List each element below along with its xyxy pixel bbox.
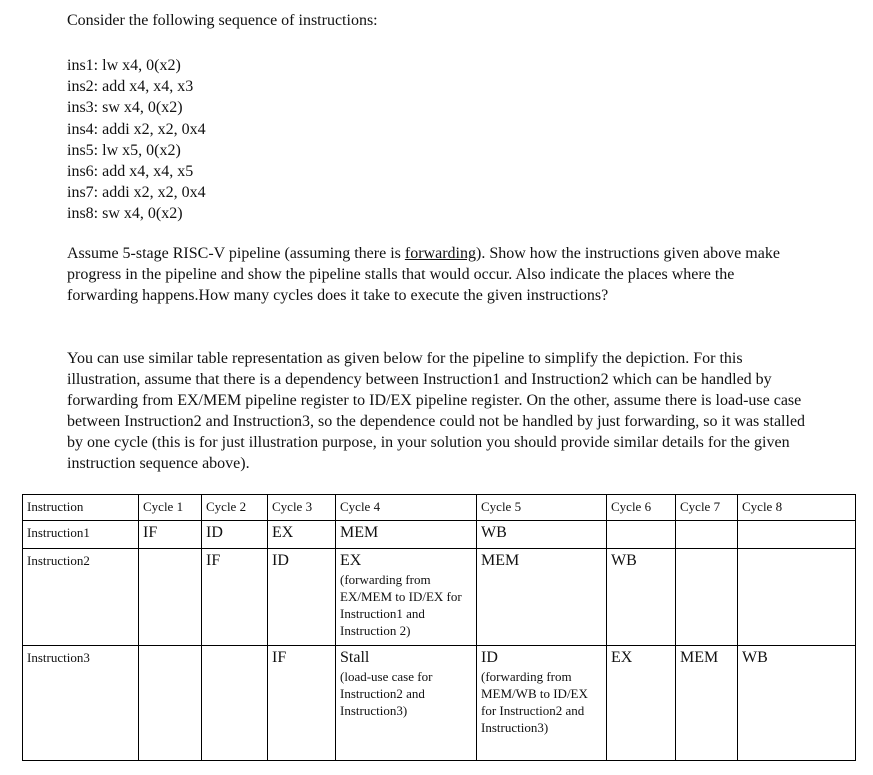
stage-cell: [139, 549, 202, 646]
header-cell: Cycle 8: [738, 495, 856, 521]
stage-cell: MEM: [676, 646, 738, 761]
instruction-line: ins3: sw x4, 0(x2): [67, 99, 183, 117]
stall-note: (load-use case for Instruction2 and Instruction3): [340, 669, 433, 718]
stage-text: EX: [340, 552, 362, 569]
stage-cell: [336, 646, 477, 761]
header-cell: Cycle 6: [607, 495, 676, 521]
instruction-line: ins7: addi x2, x2, 0x4: [67, 184, 206, 202]
forwarding-note: (forwarding from EX/MEM to ID/EX for Instruction1 and Instruction 2): [340, 572, 462, 638]
stage-cell: IF: [139, 521, 202, 549]
stage-cell: [202, 646, 268, 761]
stage-text: Stall: [340, 649, 370, 666]
table-header-row: [23, 495, 856, 521]
header-cell: Cycle 3: [268, 495, 336, 521]
header-cell: Cycle 2: [202, 495, 268, 521]
table-row: [23, 646, 856, 761]
header-cell: Instruction: [23, 495, 139, 521]
example-paragraph: You can use similar table representation as given below for the pipeline to simplify the depiction. For this illustration, assume that there is a dependency between Instruction1 and Instruction2 which can be handled by forwarding from EX/MEM pipeline register to ID/EX pipeline register. On the other, assume there is load-use case between Instruction2 and Instruction3, so the dependence could not be handled by just forwarding, so it was stalled by one cycle (this is for just illustration purpose, in your solution you should provide similar details for the given instruction sequence above).: [67, 350, 806, 472]
table-row: [23, 521, 856, 549]
stage-cell: [139, 646, 202, 761]
assume-text-1: Assume 5-stage RISC-V pipeline (assuming there is: [67, 245, 405, 262]
stage-cell: EX: [268, 521, 336, 549]
table-row: [23, 549, 856, 646]
row-label: Instruction1: [23, 521, 139, 549]
row-label: Instruction3: [23, 646, 139, 761]
instruction-line: ins1: lw x4, 0(x2): [67, 57, 181, 74]
stage-cell: [607, 521, 676, 549]
instruction-line: ins5: lw x5, 0(x2): [67, 141, 181, 159]
header-cell: Cycle 5: [477, 495, 607, 521]
stage-text: ID: [481, 649, 498, 666]
stage-cell: [738, 549, 856, 646]
stage-cell: WB: [738, 646, 856, 761]
row-label: Instruction2: [23, 549, 139, 646]
stage-cell: WB: [607, 549, 676, 646]
stage-cell: ID: [202, 521, 268, 549]
assume-paragraph: [67, 243, 807, 306]
stage-cell: IF: [268, 646, 336, 761]
assume-text-2: ). Show how the instructions given above make progress in the pipeline and show the pipeline stalls that would occur. Also indicate the places where the forwarding happens.How many cycles does it take to execute the given instructions?: [67, 245, 780, 304]
intro-text: Consider the following sequence of instructions:: [67, 12, 378, 29]
stage-cell: MEM: [477, 549, 607, 646]
instruction-line: ins4: addi x2, x2, 0x4: [67, 120, 206, 138]
stage-cell: ID: [268, 549, 336, 646]
stage-cell: EX: [607, 646, 676, 761]
forwarding-note: (forwarding from MEM/WB to ID/EX for Instruction2 and Instruction3): [481, 669, 588, 735]
instruction-line: ins6: add x4, x4, x5: [67, 163, 194, 181]
stage-cell: [477, 646, 607, 761]
forwarding-underlined: forwarding: [404, 245, 476, 262]
stage-cell: [336, 549, 477, 646]
stage-cell: [676, 549, 738, 646]
pipeline-table: [22, 494, 856, 761]
header-cell: Cycle 1: [139, 495, 202, 521]
header-cell: Cycle 4: [336, 495, 477, 521]
stage-cell: MEM: [336, 521, 477, 549]
header-cell: Cycle 7: [676, 495, 738, 521]
stage-cell: [676, 521, 738, 549]
instruction-list: [67, 55, 206, 225]
stage-cell: IF: [202, 549, 268, 646]
stage-cell: [738, 521, 856, 549]
stage-cell: WB: [477, 521, 607, 549]
instruction-line: ins2: add x4, x4, x3: [67, 78, 194, 96]
instruction-line: ins8: sw x4, 0(x2): [67, 205, 183, 223]
